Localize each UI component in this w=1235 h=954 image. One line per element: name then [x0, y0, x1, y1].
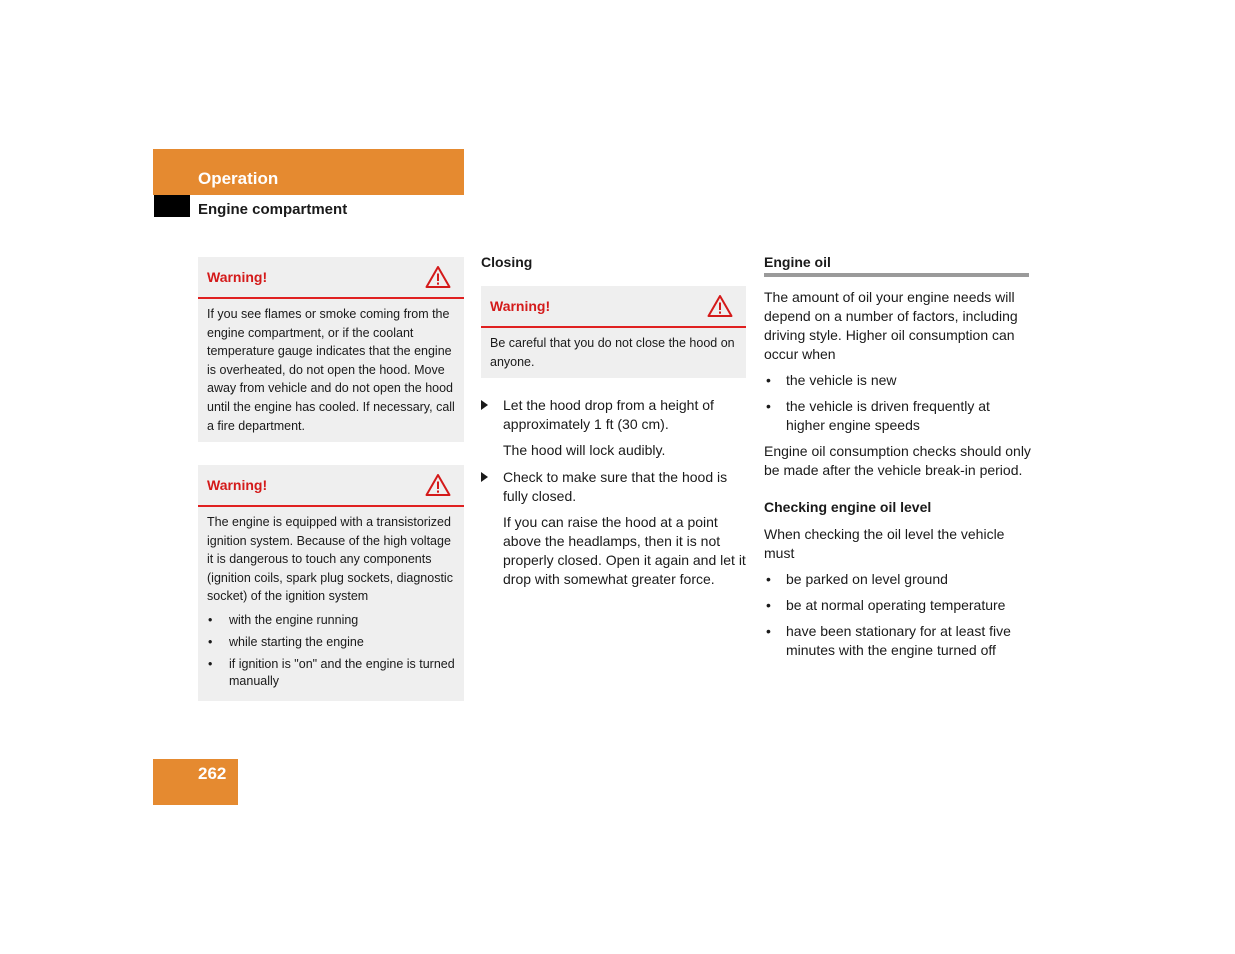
section-title: Operation	[198, 169, 279, 188]
oil-check-requirements	[764, 570, 1029, 667]
heading-underline	[764, 273, 1029, 277]
list-item: • the vehicle is driven frequently at higher engine speeds	[764, 397, 1029, 435]
subsection-marker	[154, 195, 190, 217]
warning-label: Warning!	[207, 477, 268, 493]
warning-body	[481, 328, 746, 379]
warning-header	[481, 286, 746, 328]
warning-triangle-icon	[425, 473, 451, 497]
warning-header	[198, 465, 464, 507]
list-item: • be parked on level ground	[764, 570, 1029, 589]
list-item: • with the engine running	[207, 612, 455, 629]
ignition-conditions-list	[207, 612, 455, 690]
list-item: • be at normal operating temperature	[764, 596, 1029, 615]
warning-text: The engine is equipped with a transistorized ignition system. Because of the high voltage it is dangerous to touch any components (ignition coils, spark plug sockets, diagnostic socket) of the ignition system	[207, 515, 453, 604]
warning-box-closing	[481, 286, 746, 378]
warning-body	[198, 299, 464, 443]
list-item: • have been stationary for at least five minutes with the engine turned off	[764, 622, 1029, 660]
step-arrow-icon	[481, 400, 488, 410]
closing-heading: Closing	[481, 254, 533, 270]
step-text: Let the hood drop from a height of approximately 1 ft (30 cm).	[503, 397, 714, 432]
page-number: 262	[198, 764, 227, 783]
engine-oil-heading: Engine oil	[764, 254, 831, 270]
warning-triangle-icon	[425, 265, 451, 289]
subsection-title: Engine compartment	[198, 201, 348, 218]
step-result: If you can raise the hood at a point above the headlamps, then it is not properly closed. Open it again and let it drop with somewhat greater force.	[503, 514, 746, 587]
list-item: • while starting the engine	[207, 634, 455, 651]
warning-text: If you see flames or smoke coming from the engine compartment, or if the coolant temperature gauge indicates that the engine is overheated, do not open the hood. Move away from vehicle and do not open the hood until the engine has cooled. If necessary, call a fire department.	[207, 307, 455, 433]
warning-box-flames	[198, 257, 464, 442]
warning-text: Be careful that you do not close the hood on anyone.	[490, 336, 735, 369]
step-result: The hood will lock audibly.	[503, 442, 666, 458]
warning-label: Warning!	[490, 298, 551, 314]
section-header-bar	[153, 149, 464, 195]
warning-header	[198, 257, 464, 299]
warning-label: Warning!	[207, 269, 268, 285]
list-item: • the vehicle is new	[764, 371, 1029, 390]
list-item: • if ignition is "on" and the engine is turned manually	[207, 656, 455, 690]
step-text: Check to make sure that the hood is fully closed.	[503, 469, 728, 504]
warning-triangle-icon	[707, 294, 733, 318]
page-number-box	[153, 759, 238, 805]
step-arrow-icon	[481, 472, 488, 482]
engine-oil-intro: The amount of oil your engine needs will depend on a number of factors, including driving style. Higher oil consumption can occur when	[764, 289, 1018, 362]
consumption-note: Engine oil consumption checks should only be made after the vehicle break-in period.	[764, 443, 1031, 478]
check-intro: When checking the oil level the vehicle must	[764, 526, 1005, 561]
checking-oil-heading: Checking engine oil level	[764, 499, 932, 515]
instruction-step	[481, 468, 746, 589]
instruction-step	[481, 396, 746, 460]
warning-body	[198, 507, 464, 703]
warning-box-ignition	[198, 465, 464, 701]
oil-consumption-conditions	[764, 371, 1029, 442]
